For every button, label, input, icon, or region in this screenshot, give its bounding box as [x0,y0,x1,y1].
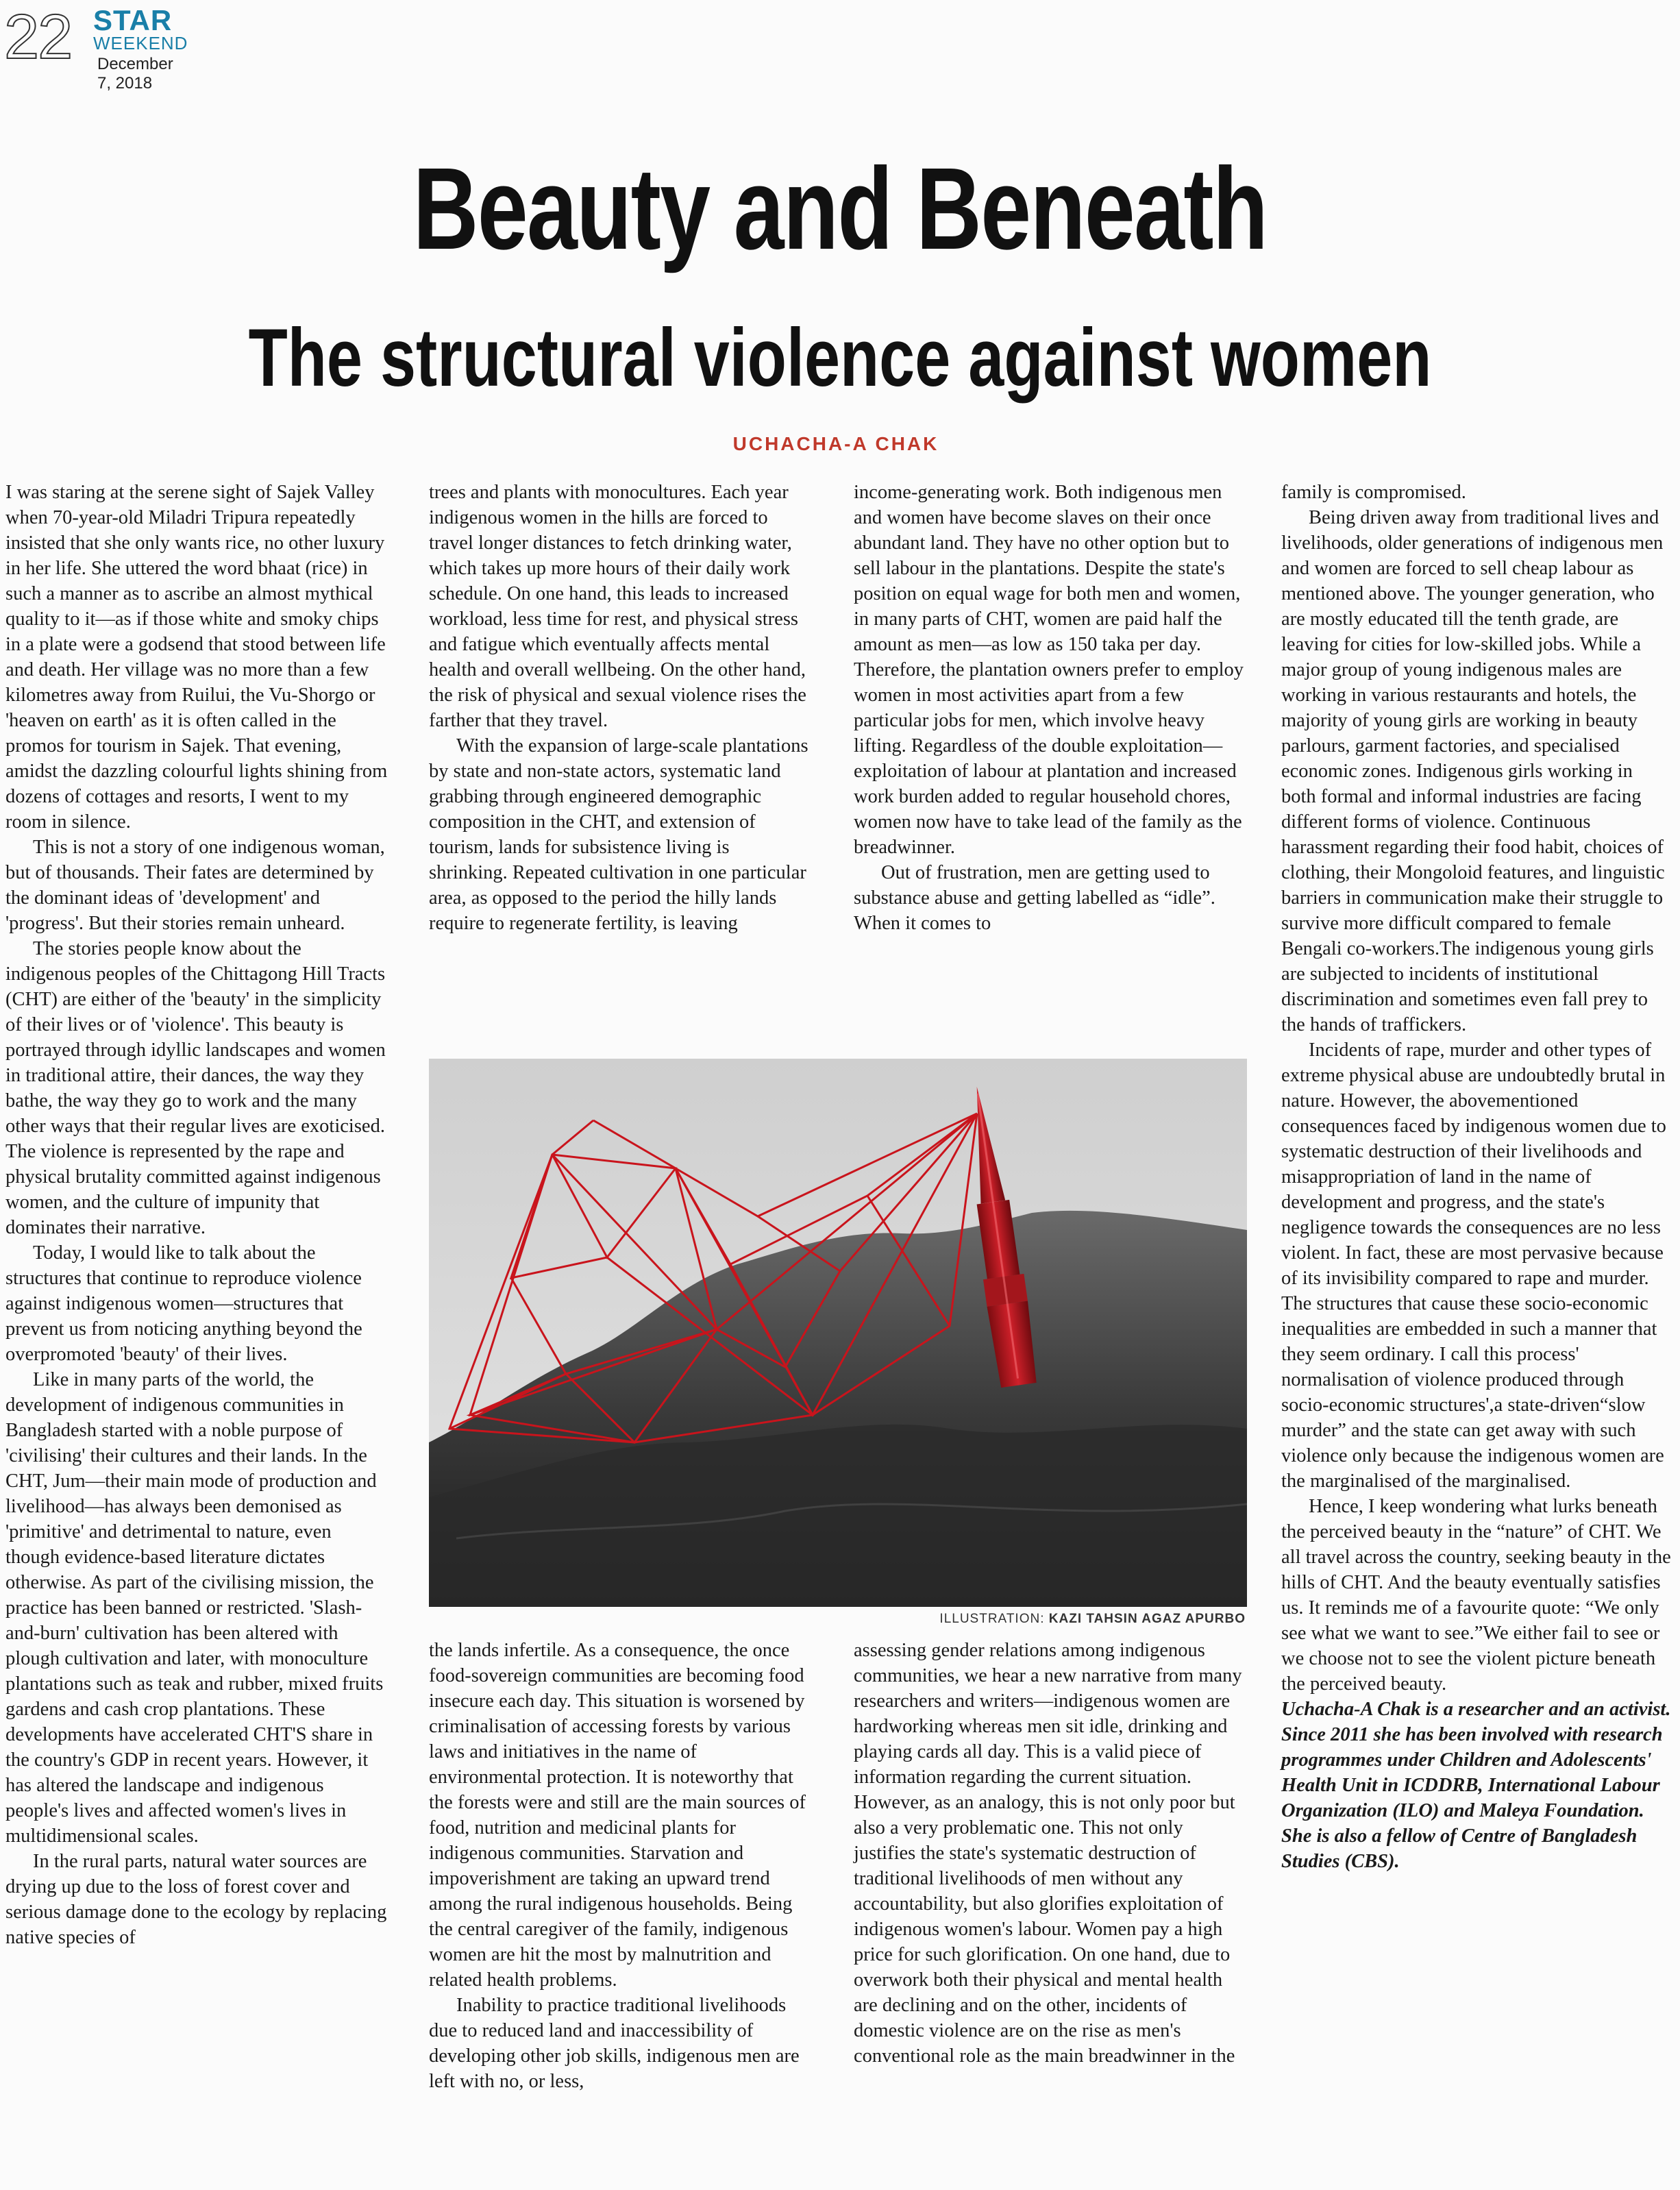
paragraph: the lands infertile. As a consequence, the once food-sovereign communities are becoming food insecure each day. This situation is worsened by criminalisation of accessing forests by various laws and initiatives in the name of environmental protection. It is noteworthy that the forests were and still are the main sources of food, nutrition and medicinal plants for indigenous communities. Starvation and impoverishment are taking an upward trend among the rural indigenous households. Being the central caregiver of the family, indigenous women are hit the most by malnutrition and related health problems. [429,1640,806,1991]
illustration-credit [429,1612,1246,1627]
column-2-bottom [429,1638,813,2094]
issue-date: December 7, 2018 [97,55,173,93]
author-bio: Uchacha-A Chak is a researcher and an activist. Since 2011 she has been involved with research programmes under Children and Adolescents' Health Unit in ICDDRB, International Labour Organization (ILO) and Maleya Foundation. She is also a fellow of Centre of Bangladesh Studies (CBS). [1281,1699,1671,1872]
subheadline: The structural violence against women [248,312,1432,404]
paragraph: This is not a story of one indigenous woman, but of thousands. Their fates are determined by the dominant ideas of 'development' and 'progress'. But their stories remain unheard. [5,837,385,934]
brand-weekend: WEEKEND [93,33,188,53]
headline: Beauty and Beneath [412,144,1268,274]
paragraph: With the expansion of large-scale plantations by state and non-state actors, systematic land grabbing through engineered demographic composition in the CHT, and extension of tourism, lands for subsistence living is shrinking. Repeated cultivation in one particular area, as opposed to the period the hilly lands require to regenerate fertility, is leaving [429,735,808,934]
paragraph: The stories people know about the indigenous peoples of the Chittagong Hill Tracts (CHT) are either of the 'beauty' in the simplicity of their lives or of 'violence'. This beauty is portrayed through idyllic landscapes and women in traditional attire, their dances, the way they bathe, the way they go to work and the many other ways that their regular lives are exoticised. The violence is represented by the rape and physical brutality committed against indigenous women, and the culture of impunity that dominates their narrative. [5,938,386,1238]
paragraph: Incidents of rape, murder and other types of extreme physical abuse are undoubtedly brutal in nature. However, the abovementioned consequences faced by indigenous women due to systematic destruction of their livelihoods and misappropriation of land in the name of development and progress, and the state's negligence towards the consequences are no less violent. In fact, these are most pervasive because of its invisibility compared to rape and murder. The structures that cause these socio-economic inequalities are embedded in such a manner that they seem ordinary. I call this process' normalisation of violence produced through socio-economic structures',a state-driven“slow murder” and the state can get away with such violence only because the indigenous women are the marginalised of the marginalised. [1281,1039,1666,1492]
page-number: 22 [4,2,72,72]
paragraph: Like in many parts of the world, the development of indigenous communities in Bangladesh started with a noble purpose of 'civilising' their cultures and their lands. In the CHT, Jum—their main mode of production and livelihood—has always been demonised as 'primitive' and detrimental to nature, even though evidence-based literature dictates otherwise. As part of the civilising mission, the practice has been banned or restricted. 'Slash-and-burn' cultivation has been altered with plough cultivation and later, with monoculture plantations such as teak and rubber, mixed fruits gardens and cash crop plantations. These developments have accelerated CHT'S share in the country's GDP in recent years. However, it has altered the landscape and indigenous people's lives and affected women's lives in multidimensional scales. [5,1369,384,1847]
paragraph: income-generating work. Both indigenous men and women have become slaves on their once abundant land. They have no other option but to sell labour in the plantations. Despite the state's position on equal wage for both men and women, in many parts of CHT, women are paid half the amount as men—as low as 150 taka per day. Therefore, the plantation owners prefer to employ women in most activities apart from a few particular jobs for men, which involve heavy lifting. Regardless of the double exploitation—exploitation of labour at plantation and increased work burden added to regular household chores, women now have to take lead of the family as the breadwinner. [854,482,1244,858]
column-4 [1281,480,1672,1874]
brand-logo [93,4,188,53]
byline: UCHACHA-A CHAK [732,433,939,454]
paragraph: family is compromised. [1281,482,1466,503]
credit-label: ILLUSTRATION: [939,1612,1045,1626]
paragraph: assessing gender relations among indigenous communities, we hear a new narrative from many researchers and writers—indigenous women are hardworking whereas men sit idle, drinking and playing cards all day. This is a valid piece of information regarding the current situation. However, as an analogy, this is not only poor but also a very problematic one. This not only justifies the state's systematic destruction of traditional livelihoods of men without any accountability, but also glorifies exploitation of indigenous women's labour. Women pay a high price for such glorification. On one hand, due to overwork both their physical and mental health are declining and on the other, incidents of domestic violence are on the rise as men's conventional role as the main breadwinner in the [854,1640,1242,2067]
illustration-artwork [429,1059,1247,1607]
column-2-top [429,480,813,936]
paragraph: Out of frustration, men are getting used to substance abuse and getting labelled as “idle”. When it comes to [854,862,1215,934]
column-3-bottom [854,1638,1246,2069]
brand-star: STAR [93,4,173,36]
column-1 [5,480,389,1950]
paragraph: Being driven away from traditional lives and livelihoods, older generations of indigenous men and women are forced to sell cheap labour as mentioned above. The younger generation, who are mostly educated till the tenth grade, are leaving for cities for low-skilled jobs. While a major group of young indigenous males are working in various restaurants and hotels, the majority of young girls are working in beauty parlours, garment factories, and specialised economic zones. Indigenous girls working in both formal and informal industries are facing different forms of violence. Continuous harassment regarding their food habit, choices of clothing, their Mongoloid features, and linguistic barriers in communication make their struggle to survive more difficult compared to female Bengali co-workers.The indigenous young girls are subjected to incidents of institutional discrimination and sometimes even fall prey to the hands of traffickers. [1281,507,1665,1035]
paragraph: Hence, I keep wondering what lurks beneath the perceived beauty in the “nature” of CHT. We all travel across the country, seeking beauty in the hills of CHT. And the beauty eventually satisfies us. It reminds me of a favourite quote: “We only see what we want to see.”We either fail to see or we choose not to see the violent picture beneath the perceived beauty. [1281,1496,1671,1695]
paragraph: In the rural parts, natural water sources are drying up due to the loss of forest cover and serious damage done to the ecology by replacing native species of [5,1851,387,1948]
credit-name: KAZI TAHSIN AGAZ APURBO [1048,1612,1246,1626]
paragraph: Today, I would like to talk about the structures that continue to reproduce violence against indigenous women—structures that prevent us from noticing anything beyond the overpromoted 'beauty' of their lives. [5,1242,362,1365]
paragraph: Inability to practice traditional livelihoods due to reduced land and inaccessibility of developing other job skills, indigenous men are left with no, or less, [429,1995,800,2092]
column-3-top [854,480,1246,936]
illustration [429,1059,1247,1607]
paragraph: I was staring at the serene sight of Sajek Valley when 70-year-old Miladri Tripura repeatedly insisted that she only wants rice, no other luxury in her life. She uttered the word bhaat (rice) in such a manner as to ascribe an almost mythical quality to it—as if those white and smoky chips in a plate were a godsend that stood between life and death. Her village was no more than a few kilometres away from Ruilui, the Vu-Shorgo or 'heaven on earth' as it is often called in the promos for tourism in Sajek. That evening, amidst the dazzling colourful lights shining from dozens of cottages and resorts, I went to my room in silence. [5,482,388,833]
paragraph: trees and plants with monocultures. Each year indigenous women in the hills are forced to travel longer distances to fetch drinking water, which takes up more hours of their daily work schedule. On one hand, this leads to increased workload, less time for rest, and physical stress and fatigue which eventually affects mental health and overall wellbeing. On the other hand, the risk of physical and sexual violence rises the farther that they travel. [429,482,806,731]
